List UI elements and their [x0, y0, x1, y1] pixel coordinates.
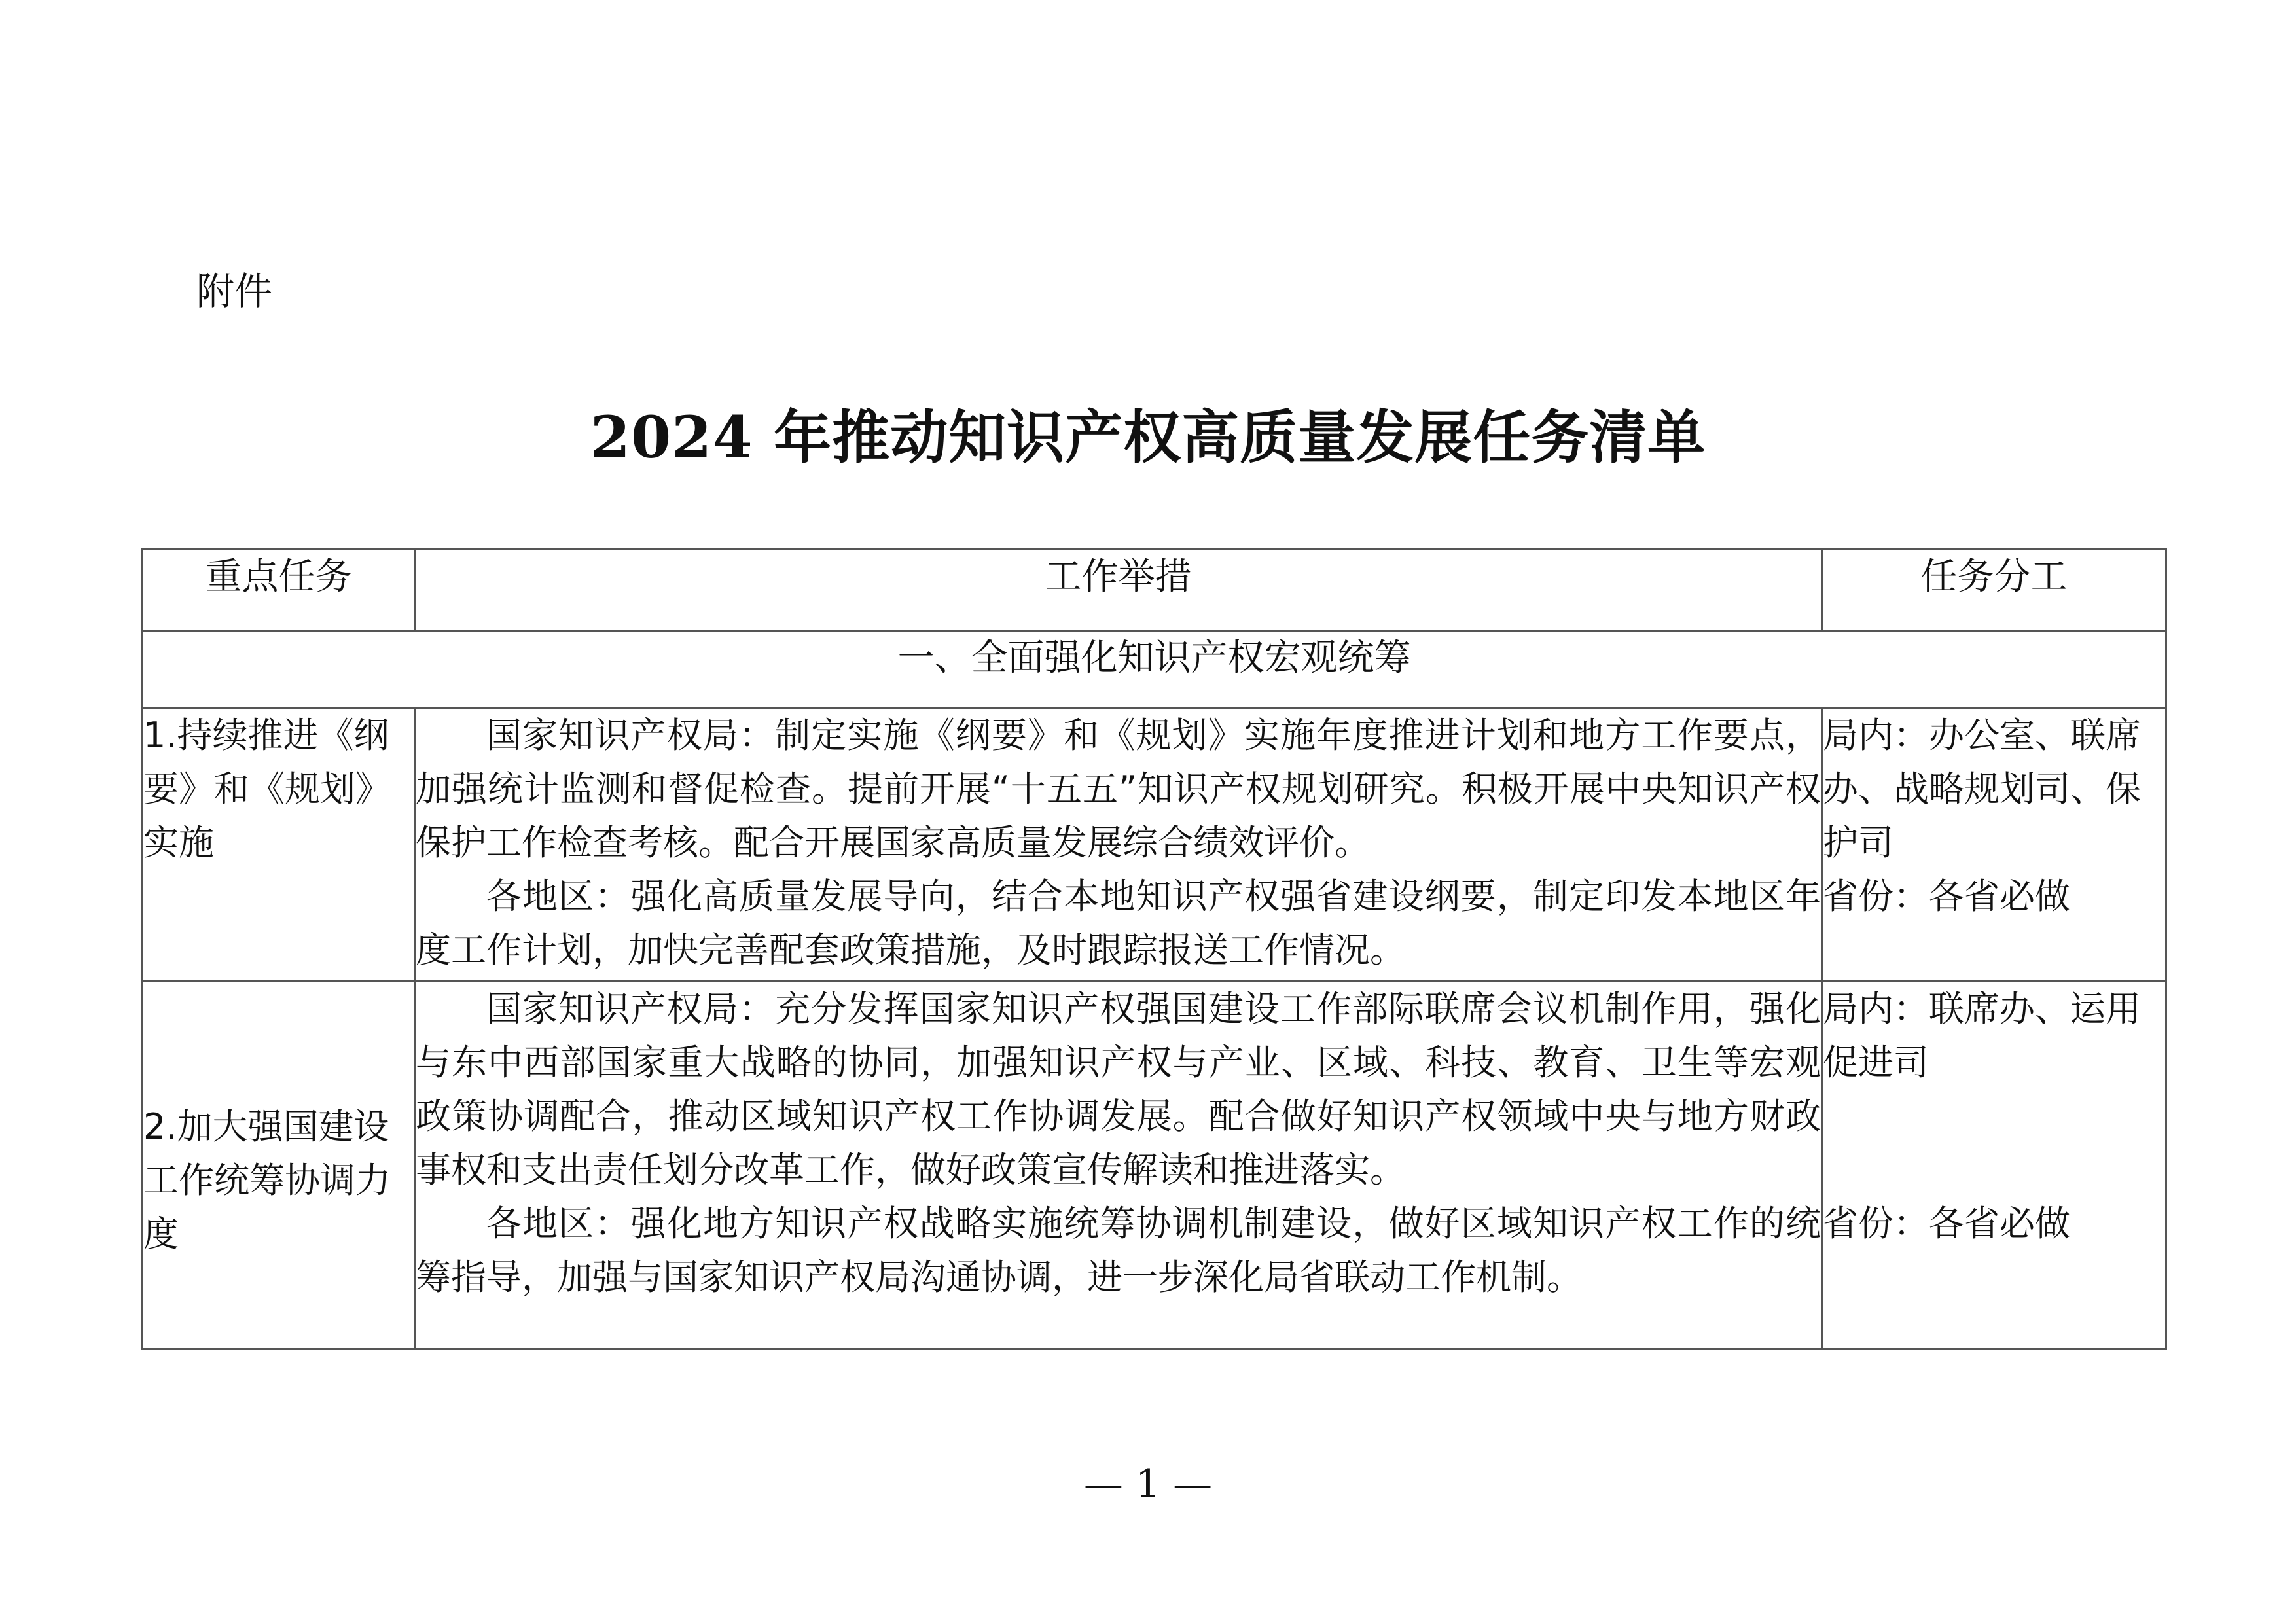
measures-cell — [415, 708, 1822, 982]
header-key-task: 重点任务 — [143, 550, 415, 631]
measure-regional: 各地区：强化高质量发展导向，结合本地知识产权强省建设纲要，制定印发本地区年度工作计划，加快完善配套政策措施，及时跟踪报送工作情况。 — [416, 876, 1821, 971]
task-list-table — [141, 548, 2167, 1350]
division-cell — [1822, 708, 2166, 982]
division-provincial: 省份：各省必做 — [1823, 1203, 2070, 1244]
task-cell: 2.加大强国建设工作统筹协调力度 — [143, 982, 415, 1349]
table-row — [143, 982, 2166, 1349]
table-header-row — [143, 550, 2166, 631]
measures-cell — [415, 982, 1822, 1349]
division-cell — [1822, 982, 2166, 1349]
section-heading: 一、全面强化知识产权宏观统筹 — [143, 631, 2166, 708]
table-row — [143, 708, 2166, 982]
division-internal: 局内：办公室、联席办、战略规划司、保护司 — [1823, 715, 2141, 863]
task-cell: 1.持续推进《纲要》和《规划》实施 — [143, 708, 415, 982]
division-internal: 局内：联席办、运用促进司 — [1823, 988, 2141, 1083]
division-provincial: 省份：各省必做 — [1823, 876, 2070, 917]
section-heading-row — [143, 631, 2166, 708]
header-division: 任务分工 — [1822, 550, 2166, 631]
document-title: 2024 年推动知识产权高质量发展任务清单 — [590, 403, 1706, 471]
attachment-label: 附件 — [196, 269, 273, 313]
division-spacer — [1823, 1090, 2165, 1197]
header-measures: 工作举措 — [415, 550, 1822, 631]
page-number: — 1 — — [1083, 1461, 1213, 1507]
measure-national: 国家知识产权局：制定实施《纲要》和《规划》实施年度推进计划和地方工作要点，加强统计监测和督促检查。提前开展“十五五”知识产权规划研究。积极开展中央知识产权保护工作检查考核。配合开展国家高质量发展综合绩效评价。 — [416, 715, 1821, 863]
measure-regional: 各地区：强化地方知识产权战略实施统筹协调机制建设，做好区域知识产权工作的统筹指导，加强与国家知识产权局沟通协调，进一步深化局省联动工作机制。 — [416, 1203, 1821, 1298]
measure-national: 国家知识产权局：充分发挥国家知识产权强国建设工作部际联席会议机制作用，强化与东中西部国家重大战略的协同，加强知识产权与产业、区域、科技、教育、卫生等宏观政策协调配合，推动区域知识产权工作协调发展。配合做好知识产权领域中央与地方财政事权和支出责任划分改革工作，做好政策宣传解读和推进落实。 — [416, 988, 1821, 1190]
